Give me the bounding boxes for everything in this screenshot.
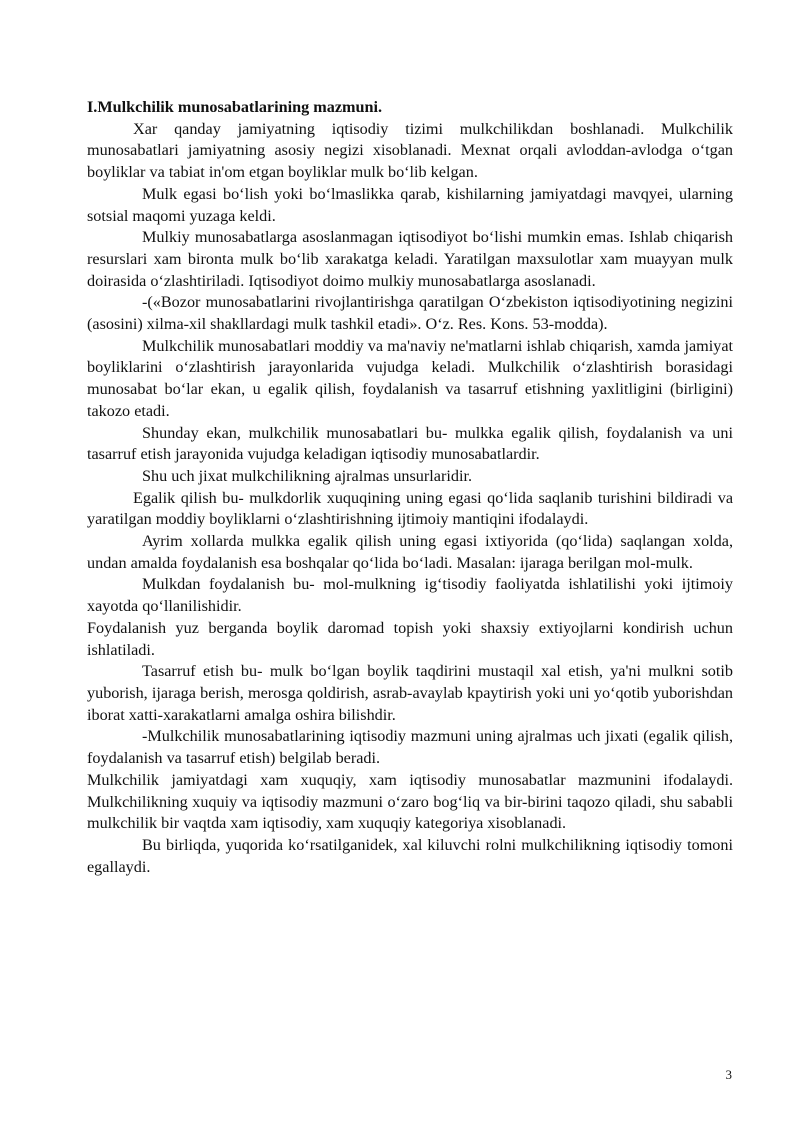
section-heading: I.Mulkchilik munosabatlarining mazmuni.: [87, 98, 383, 116]
document-page: [87, 97, 733, 878]
paragraph-5: Mulkchilik munosabatlari moddiy va ma'naviy ne'matlarni ishlab chiqarish, xamda jamiyat boyliklarini o‘zlashtirish jarayonlarida vujudga keladi. Mulkchilik o‘zlashtirish borasidagi munosabat bo‘lar ekan, u egalik qilish, foydalanish va tasarruf etishning yaxlitligini (birligini) takozo etadi.: [87, 336, 733, 420]
paragraph-4: -(«Bozor munosabatlarini rivojlantirishga qaratilgan O‘zbekiston iqtisodiyotining negizini (asosini) xilma-xil shakllardagi mulk tashkil etadi». O‘z. Res. Kons. 53-modda).: [87, 293, 733, 334]
paragraph-13: -Mulkchilik munosabatlarining iqtisodiy mazmuni uning ajralmas uch jixati (egalik qilish, foydalanish va tasarruf etish) belgilab beradi.: [87, 727, 733, 768]
paragraph-2: Mulk egasi bo‘lish yoki bo‘lmaslikka qarab, kishilarning jamiyatdagi mavqyei, ularning sotsial maqomi yuzaga keldi.: [87, 184, 733, 225]
paragraph-3: Mulkiy munosabatlarga asoslanmagan iqtisodiyot bo‘lishi mumkin emas. Ishlab chiqarish resurslari xam bironta mulk bo‘lib xarakatga keladi. Yaratilgan maxsulotlar xam muayyan mulk doirasida o‘zlashtiriladi. Iqtisodiyot doimo mulkiy munosabatlarga asoslanadi.: [87, 228, 733, 290]
paragraph-10: Mulkdan foydalanish bu- mol-mulkning ig‘tisodiy faoliyatda ishlatilishi yoki ijtimoiy xayotda qo‘llanilishidir.: [87, 575, 733, 616]
page-number: 3: [725, 1067, 732, 1082]
paragraph-6: Shunday ekan, mulkchilik munosabatlari bu- mulkka egalik qilish, foydalanish va uni tasarruf etish jarayonida vujudga keladigan iqtisodiy munosabatlardir.: [87, 423, 733, 464]
paragraph-14: Mulkchilik jamiyatdagi xam xuquqiy, xam iqtisodiy munosabatlar mazmunini ifodalaydi. Mulkchilikning xuquiy va iqtisodiy mazmuni o‘zaro bog‘liq va bir-birini taqozo qiladi, shu sababli mulkchilik bir vaqtda xam iqtisodiy, xam xuquqiy kategoriya xisoblanadi.: [87, 770, 733, 833]
paragraph-12: Tasarruf etish bu- mulk bo‘lgan boylik taqdirini mustaqil xal etish, ya'ni mulkni sotib yuborish, ijaraga berish, merosga qoldirish, asrab-avaylab kpaytirish yoki uni yo‘qotib yuborishdan iborat xatti-xarakatlarni amalga oshira bilishdir.: [87, 662, 733, 724]
paragraph-8: Egalik qilish bu- mulkdorlik xuquqining uning egasi qo‘lida saqlanib turishini bildiradi va yaratilgan moddiy boyliklarni o‘zlashtirishning ijtimoiy mantiqini ifodalaydi.: [87, 488, 733, 529]
paragraph-9: Ayrim xollarda mulkka egalik qilish uning egasi ixtiyorida (qo‘lida) saqlangan xolda, undan amalda foydalanish esa boshqalar qo‘lida bo‘ladi. Masalan: ijaraga berilgan mol-mulk.: [87, 532, 733, 572]
paragraph-15: Bu birliqda, yuqorida ko‘rsatilganidek, xal kiluvchi rolni mulkchilikning iqtisodiy tomoni egallaydi.: [87, 835, 733, 876]
paragraph-1: Xar qanday jamiyatning iqtisodiy tizimi mulkchilikdan boshlanadi. Mulkchilik munosabatlari jamiyatning asosiy negizi xisoblanadi. Mexnat orqali avloddan-avlodga o‘tgan boyliklar va tabiat in'om etgan boyliklar mulk bo‘lib kelgan.: [87, 119, 733, 182]
paragraph-7: Shu uch jixat mulkchilikning ajralmas unsurlaridir.: [142, 466, 472, 485]
paragraph-11: Foydalanish yuz berganda boylik daromad topish yoki shaxsiy extiyojlarni kondirish uchun ishlatiladi.: [87, 618, 733, 659]
